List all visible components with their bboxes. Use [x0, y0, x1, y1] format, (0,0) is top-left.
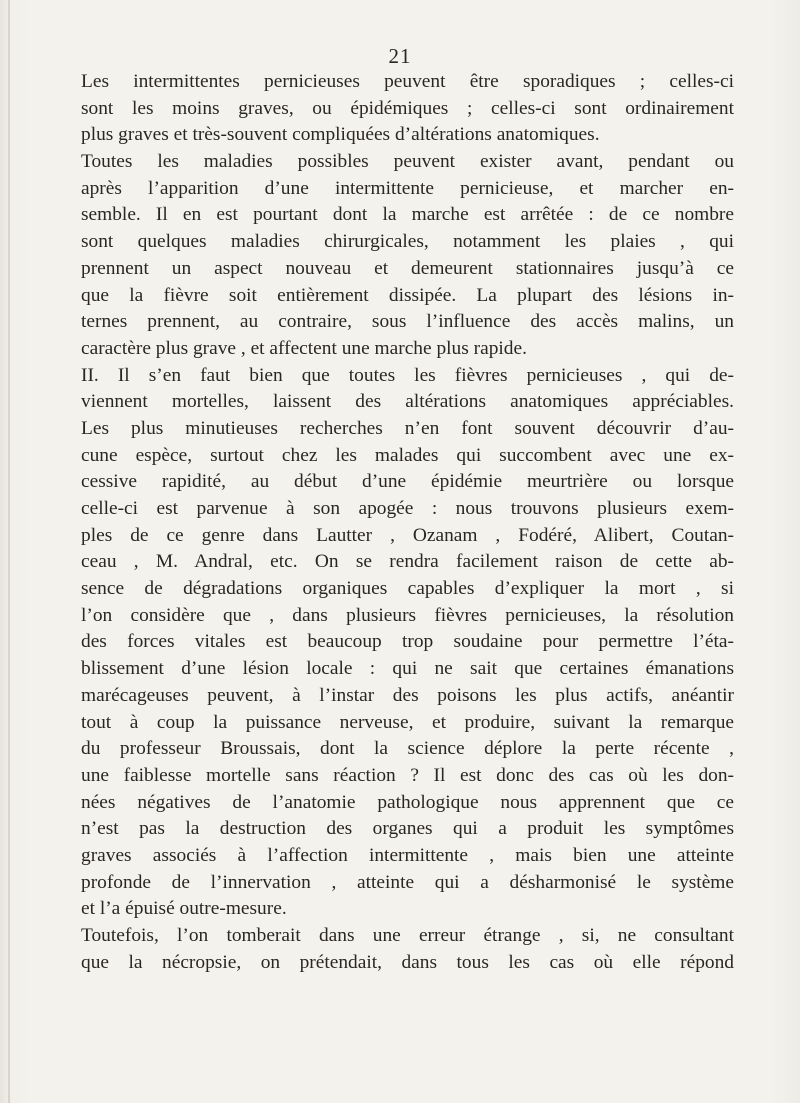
- text-line: Les plus minutieuses recherches n’en font souvent découvrir d’au-: [81, 417, 734, 439]
- text-line: et l’a épuisé outre-mesure.: [81, 898, 287, 920]
- text-line: des forces vitales est beaucoup trop soudaine pour permettre l’éta-: [81, 631, 734, 653]
- text-line: que la nécropsie, on prétendait, dans tous les cas où elle répond: [81, 951, 734, 973]
- text-line: l’on considère que , dans plusieurs fièvres pernicieuses, la résolution: [81, 604, 734, 626]
- text-line: prennent un aspect nouveau et demeurent stationnaires jusqu’à ce: [81, 257, 734, 279]
- text-line: ceau , M. Andral, etc. On se rendra facilement raison de cette ab-: [81, 551, 734, 573]
- text-line: du professeur Broussais, dont la science déplore la perte récente ,: [81, 738, 734, 760]
- binding-gutter: [8, 0, 10, 1103]
- text-line: cune espèce, surtout chez les malades qui succombent avec une ex-: [81, 444, 734, 466]
- text-line: cessive rapidité, au début d’une épidémie meurtrière ou lorsque: [81, 471, 734, 493]
- text-line: après l’apparition d’une intermittente pernicieuse, et marcher en-: [81, 177, 734, 199]
- text-line: Toutes les maladies possibles peuvent exister avant, pendant ou: [81, 151, 734, 173]
- text-line: ples de ce genre dans Lautter , Ozanam , Fodéré, Alibert, Coutan-: [81, 524, 734, 546]
- text-line: plus graves et très-souvent compliquées d’altérations anatomiques.: [81, 124, 600, 146]
- page-number: 21: [388, 44, 412, 68]
- text-line: celle-ci est parvenue à son apogée : nous trouvons plusieurs exem-: [81, 498, 734, 519]
- text-line: tout à coup la puissance nerveuse, et produire, suivant la remarque: [81, 711, 734, 733]
- text-line: viennent mortelles, laissent des altérations anatomiques appréciables.: [81, 391, 734, 413]
- text-line: Toutefois, l’on tomberait dans une erreur étrange , si, ne consultant: [81, 925, 734, 946]
- text-line: sont quelques maladies chirurgicales, notamment les plaies , qui: [81, 231, 734, 253]
- text-line: sont les moins graves, ou épidémiques ; celles-ci sont ordinairement: [81, 97, 734, 119]
- text-line: marécageuses peuvent, à l’instar des poisons les plus actifs, anéantir: [81, 684, 734, 706]
- text-line: profonde de l’innervation , atteinte qui a désharmonisé le système: [81, 871, 734, 893]
- text-line: ternes prennent, au contraire, sous l’influence des accès malins, un: [81, 311, 734, 333]
- text-line: sence de dégradations organiques capables d’expliquer la mort , si: [81, 578, 734, 600]
- text-line: semble. Il en est pourtant dont la marche est arrêtée : de ce nombre: [81, 204, 734, 226]
- body-text: [81, 69, 734, 976]
- text-line: Les intermittentes pernicieuses peuvent être sporadiques ; celles-ci: [81, 71, 734, 92]
- text-line: n’est pas la destruction des organes qui a produit les symptômes: [81, 818, 734, 840]
- text-line: nées négatives de l’anatomie pathologique nous apprennent que ce: [81, 791, 734, 813]
- text-line: une faiblesse mortelle sans réaction ? Il est donc des cas où les don-: [81, 764, 734, 786]
- text-line: que la fièvre soit entièrement dissipée. La plupart des lésions in-: [81, 284, 734, 306]
- text-line: blissement d’une lésion locale : qui ne sait que certaines émanations: [81, 658, 734, 680]
- text-line: graves associés à l’affection intermittente , mais bien une atteinte: [81, 844, 734, 866]
- text-line: caractère plus grave , et affectent une marche plus rapide.: [81, 337, 527, 359]
- text-line: II. Il s’en faut bien que toutes les fièvres pernicieuses , qui de-: [81, 364, 734, 386]
